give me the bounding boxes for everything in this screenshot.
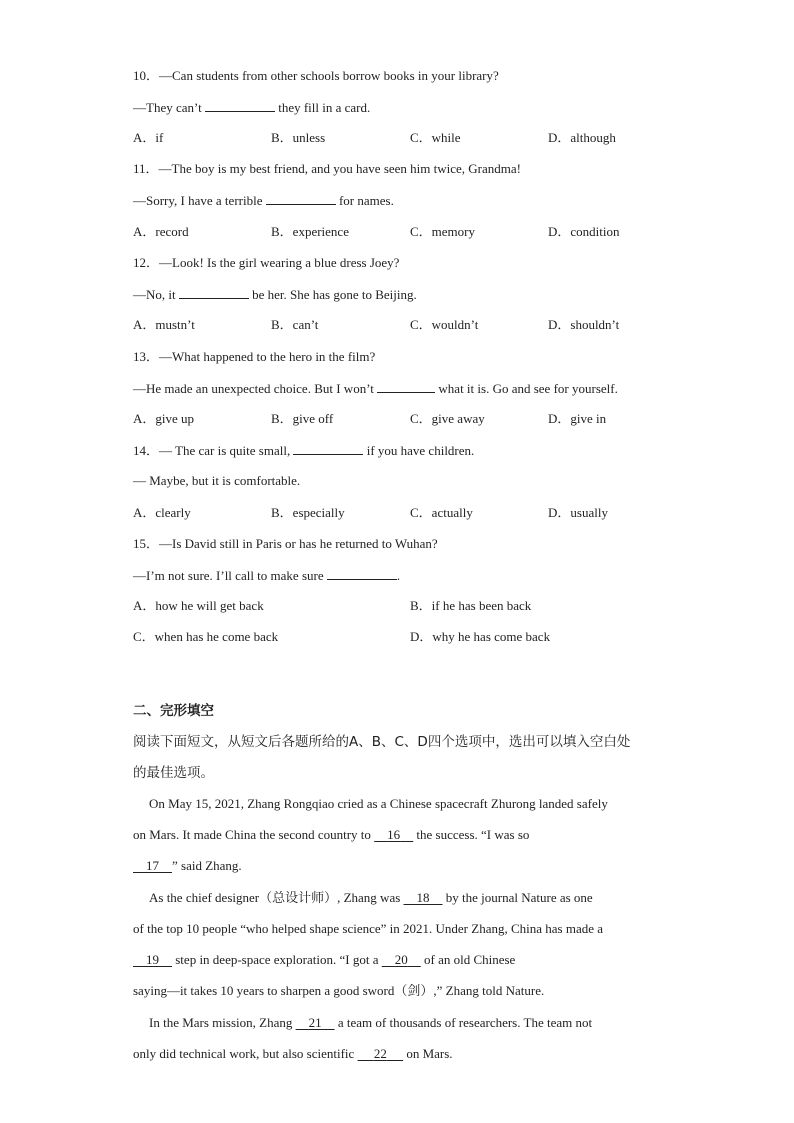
option-d[interactable]: D．shouldn’t: [548, 317, 620, 332]
question-number: 15．: [133, 536, 160, 551]
passage-text: step in deep-space exploration. “I got a: [172, 952, 382, 967]
answer-text-pre: —I’m not sure. I’ll call to make sure: [133, 568, 327, 583]
answer-text-pre: —They can’t: [133, 100, 205, 115]
option-b[interactable]: B．especially: [271, 505, 345, 520]
question-13-answer-line: [133, 380, 618, 397]
question-number: 12．: [133, 255, 160, 270]
passage-text: by the journal Nature as one: [442, 890, 593, 905]
answer-blank[interactable]: [293, 442, 363, 455]
blank-number: 19: [146, 952, 159, 967]
question-15-stem: [133, 536, 438, 552]
option-d[interactable]: D．give in: [548, 411, 607, 426]
passage-text: of an old Chinese: [420, 952, 516, 967]
answer-text-pre: —He made an unexpected choice. But I won’t: [133, 381, 378, 396]
question-15-answer-line: [133, 567, 400, 584]
section-instruction-line-1: 阅读下面短文，从短文后各题所给的A、B、C、D四个选项中，选出可以填入空白处: [133, 734, 631, 750]
question-13-stem: [133, 349, 375, 365]
passage-text: ” said Zhang.: [172, 858, 242, 873]
question-text-post: if you have children.: [363, 443, 475, 458]
blank-20[interactable]: [382, 952, 421, 967]
option-a[interactable]: A．clearly: [133, 505, 191, 520]
passage-text: only did technical work, but also scientific: [133, 1046, 358, 1061]
question-text: —Can students from other schools borrow books in your library?: [159, 68, 499, 83]
option-d[interactable]: D．although: [548, 130, 616, 145]
question-10-answer-line: [133, 99, 370, 116]
blank-21[interactable]: [296, 1015, 335, 1030]
question-14-answer-line: — Maybe, but it is comfortable.: [133, 473, 301, 488]
blank-17[interactable]: [133, 858, 172, 873]
passage-text: a team of thousands of researchers. The team not: [334, 1015, 593, 1030]
option-d[interactable]: D．usually: [548, 505, 608, 520]
question-number: 11．: [133, 161, 159, 176]
option-b[interactable]: B．experience: [271, 224, 349, 239]
option-b[interactable]: B．unless: [271, 130, 326, 145]
blank-16[interactable]: [374, 827, 413, 842]
option-a[interactable]: A．give up: [133, 411, 195, 426]
section-title: 二、完形填空: [133, 703, 214, 719]
blank-22[interactable]: [358, 1046, 404, 1061]
answer-text-post: be her. She has gone to Beijing.: [248, 287, 417, 302]
question-number: 10．: [133, 68, 160, 83]
option-d[interactable]: D．why he has come back: [410, 629, 551, 644]
option-c[interactable]: C．memory: [410, 224, 475, 239]
option-a[interactable]: A．how he will get back: [133, 598, 264, 613]
passage-line-9: [133, 1046, 453, 1062]
question-text: —Is David still in Paris or has he returned to Wuhan?: [159, 536, 438, 551]
option-c[interactable]: C．when has he come back: [133, 629, 279, 644]
question-text: —Look! Is the girl wearing a blue dress Joey?: [159, 255, 400, 270]
option-c[interactable]: C．give away: [410, 411, 485, 426]
question-text: —The boy is my best friend, and you have seen him twice, Grandma!: [158, 161, 521, 176]
option-b[interactable]: B．give off: [271, 411, 334, 426]
passage-line-3: [133, 858, 242, 874]
answer-text-pre: —No, it: [133, 287, 179, 302]
option-a[interactable]: A．record: [133, 224, 189, 239]
question-12-answer-line: [133, 286, 417, 303]
answer-blank[interactable]: [179, 286, 249, 299]
answer-blank[interactable]: [205, 99, 275, 112]
passage-line-4: [149, 890, 593, 906]
blank-number: 18: [416, 890, 430, 905]
blank-number: 21: [308, 1015, 322, 1030]
passage-line-7: saying—it takes 10 years to sharpen a good sword（剑）,” Zhang told Nature.: [133, 983, 545, 998]
passage-text: the success. “I was so: [413, 827, 530, 842]
answer-text-post: .: [396, 568, 401, 583]
passage-line-6: [133, 952, 515, 968]
option-b[interactable]: B．if he has been back: [410, 598, 532, 613]
blank-number: 20: [394, 952, 408, 967]
blank-number: 16: [387, 827, 401, 842]
answer-text-pre: —Sorry, I have a terrible: [133, 193, 266, 208]
answer-blank[interactable]: [266, 192, 336, 205]
option-c[interactable]: C．wouldn’t: [410, 317, 479, 332]
question-number: 14．: [133, 443, 160, 458]
question-11-stem: [133, 161, 521, 177]
question-text-pre: — The car is quite small,: [159, 443, 294, 458]
passage-text: As the chief designer（总设计师）, Zhang was: [149, 890, 404, 905]
question-11-answer-line: [133, 192, 394, 209]
option-c[interactable]: C．actually: [410, 505, 473, 520]
question-12-stem: [133, 255, 399, 271]
option-b[interactable]: B．can’t: [271, 317, 319, 332]
option-a[interactable]: A．if: [133, 130, 164, 145]
answer-blank[interactable]: [377, 380, 435, 393]
passage-line-8: [149, 1015, 592, 1031]
blank-19[interactable]: [133, 952, 172, 967]
question-14-stem: [133, 442, 474, 459]
answer-text-post: what it is. Go and see for yourself.: [435, 381, 618, 396]
blank-number: 22: [373, 1046, 387, 1061]
question-number: 13．: [133, 349, 160, 364]
answer-text-post: they fill in a card.: [274, 100, 371, 115]
passage-line-2: [133, 827, 529, 843]
answer-blank[interactable]: [327, 567, 397, 580]
option-a[interactable]: A．mustn’t: [133, 317, 195, 332]
passage-text: on Mars.: [403, 1046, 453, 1061]
blank-18[interactable]: [404, 890, 443, 905]
passage-line-5: of the top 10 people “who helped shape science” in 2021. Under Zhang, China has made a: [133, 921, 604, 936]
section-instruction-line-2: 的最佳选项。: [133, 765, 214, 781]
blank-number: 17: [146, 858, 159, 873]
passage-line-1: On May 15, 2021, Zhang Rongqiao cried as a Chinese spacecraft Zhurong landed safely: [149, 796, 608, 811]
option-c[interactable]: C．while: [410, 130, 461, 145]
passage-text: In the Mars mission, Zhang: [149, 1015, 296, 1030]
answer-text-post: for names.: [335, 193, 394, 208]
option-d[interactable]: D．condition: [548, 224, 620, 239]
question-text: —What happened to the hero in the film?: [159, 349, 376, 364]
question-10-stem: [133, 68, 499, 84]
passage-text: on Mars. It made China the second country to: [133, 827, 375, 842]
